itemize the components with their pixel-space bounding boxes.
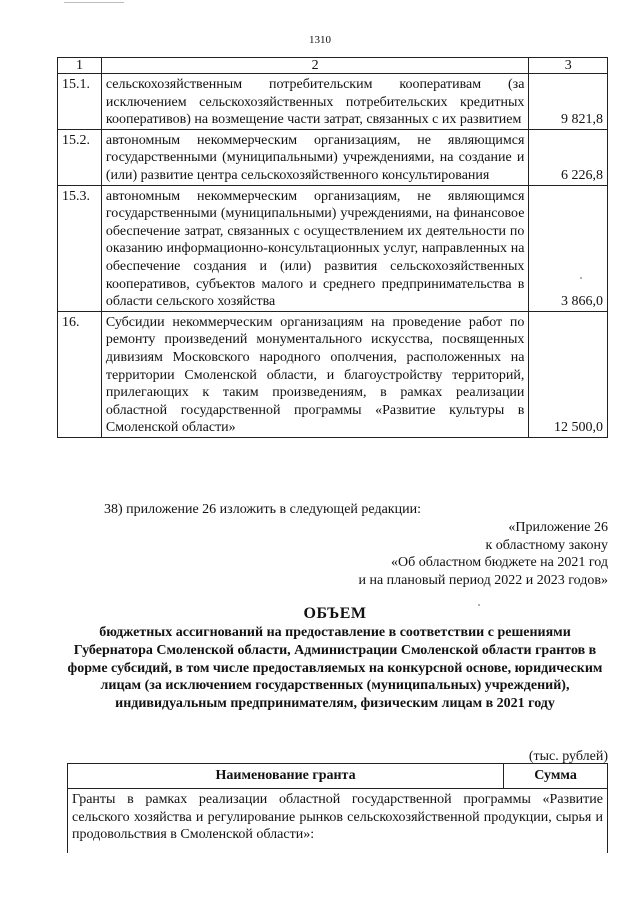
grant-program-row: Гранты в рамках реализации областной государственной программы «Развитие сельского хозяйства и регулирование рынков сельскохозяйственной продукции, сырья и продовольствия в Смоленской области»: — [68, 789, 608, 854]
appendix-reference — [358, 519, 608, 589]
appendix-line: к областному закону — [485, 537, 608, 553]
appendix-line: «Приложение 26 — [508, 520, 608, 535]
row-number: 15.2. — [58, 129, 102, 185]
title-subtitle: бюджетных ассигнований на предоставление в соответствии с решениями Губернатора Смоленской области, Администрации Смоленской области грантов в форме субсидий, в том числе предоставляемых на конкурсной основе, юридическим лицам (за исключением государственных (муниципальных) учреждений), индивидуальным предпринимателям, физическим лицам в 2021 году — [67, 625, 603, 712]
table-header-row — [68, 764, 608, 789]
units-label: (тыс. рублей) — [528, 749, 608, 764]
row-amount: 9 821,8 — [529, 74, 608, 130]
row-amount: 6 226,8 — [529, 129, 608, 185]
table-row — [58, 129, 608, 185]
row-number: 15.3. — [58, 185, 102, 311]
scan-artifact — [64, 2, 124, 7]
column-header-grant-name: Наименование гранта — [68, 764, 504, 789]
row-description: автономным некоммерческим организациям, не являющимся государственными (муниципальными) учреждениями, на создание и (или) развитие центра сельскохозяйственного консультирования — [101, 129, 529, 185]
row-amount: 3 866,0 — [529, 185, 608, 311]
title-main: ОБЪЕМ — [303, 605, 367, 622]
appendix-line: «Об областном бюджете на 2021 год — [391, 555, 608, 570]
row-number: 15.1. — [58, 74, 102, 130]
column-header: 2 — [101, 58, 529, 74]
row-description: автономным некоммерческим организациям, не являющимся государственными (муниципальными) учреждениями, на финансовое обеспечение затрат, связанных с осуществлением их деятельности по оказанию информационно-консультационных услуг, направленных на обеспечение создания и (или) развития сельскохозяйственных кооперативов, субъектов малого и среднего предпринимательства в области сельского хозяйства — [101, 185, 529, 311]
column-header: 3 — [529, 58, 608, 74]
row-description: сельскохозяйственным потребительским кооперативам (за исключением сельскохозяйственных потребительских кредитных кооперативов) на возмещение части затрат, связанных с их развитием — [101, 74, 529, 130]
table-row — [68, 789, 608, 854]
table-row — [58, 311, 608, 437]
grants-table — [67, 763, 608, 853]
page-number: 1310 — [309, 34, 331, 46]
column-header: 1 — [58, 58, 102, 74]
row-number: 16. — [58, 311, 102, 437]
column-header-sum: Сумма — [504, 764, 608, 789]
table-row — [58, 74, 608, 130]
row-amount: 12 500,0 — [529, 311, 608, 437]
appendix-line: и на плановый период 2022 и 2023 годов» — [358, 572, 608, 588]
amendment-text: 38) приложение 26 изложить в следующей редакции: — [104, 502, 421, 517]
budget-table — [57, 57, 608, 438]
document-title — [60, 604, 610, 713]
row-description: Субсидии некоммерческим организациям на проведение работ по ремонту произведений монументального искусства, посвященных дивизиям Московского народного ополчения, расположенных на территории Смоленской области, и благоустройству территорий, прилегающих к таким произведениям, в рамках реализации областной государственной программы «Развитие культуры в Смоленской области» — [101, 311, 529, 437]
table-row — [58, 185, 608, 311]
table-header-row — [58, 58, 608, 74]
